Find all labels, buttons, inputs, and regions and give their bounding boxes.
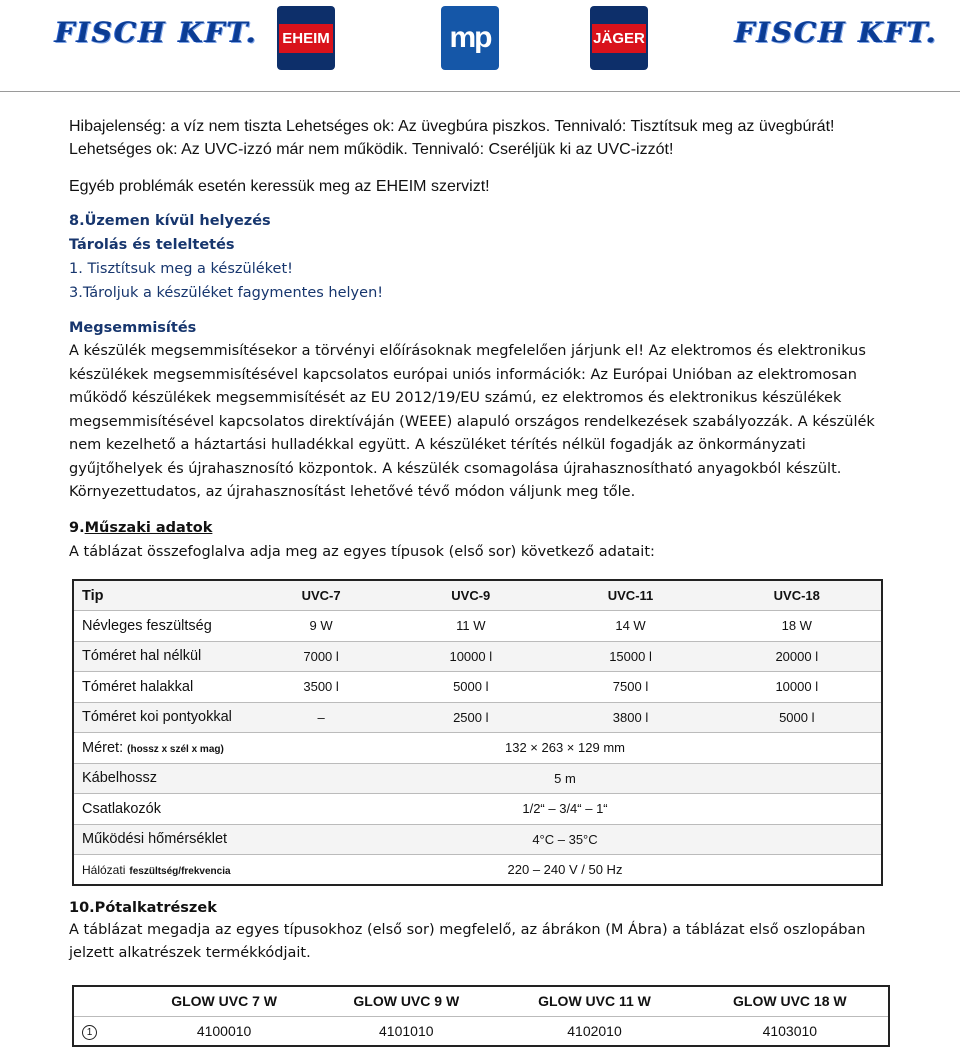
- section-8-subtitle: Tárolás és teleltetés: [69, 237, 235, 253]
- specs-cell: 7500 l: [548, 672, 712, 703]
- circled-number-icon: 1: [82, 1025, 97, 1040]
- parts-cell: 4103010: [692, 1016, 889, 1046]
- jager-logo: [590, 6, 648, 70]
- section-10-title: 10.Pótalkatrészek: [69, 900, 217, 916]
- specs-cell: 18 W: [713, 611, 882, 642]
- specs-cell: 9 W: [249, 611, 393, 642]
- parts-header-cell: GLOW UVC 11 W: [497, 986, 691, 1016]
- parts-header-cell: GLOW UVC 9 W: [315, 986, 497, 1016]
- specs-row-label: Tóméret halakkal: [73, 672, 249, 703]
- specs-label-main: Hálózati: [82, 862, 126, 877]
- table-row: [73, 672, 882, 703]
- specs-merged-cell: 220 – 240 V / 50 Hz: [249, 855, 882, 886]
- parts-cell: 4100010: [133, 1016, 315, 1046]
- trouble-line-3: Egyéb problémák esetén keressük meg az EHEIM szervizt!: [69, 178, 490, 195]
- table-row: [73, 855, 882, 886]
- specs-cell: 14 W: [548, 611, 712, 642]
- table-row: [73, 641, 882, 672]
- specs-cell: –: [249, 702, 393, 733]
- specs-header-cell: Tip: [73, 580, 249, 611]
- jager-logo-text: JÄGER: [592, 24, 646, 53]
- specs-merged-cell: 5 m: [249, 763, 882, 794]
- specs-cell: 7000 l: [249, 641, 393, 672]
- specs-header-cell: UVC-11: [548, 580, 712, 611]
- parts-header-cell: GLOW UVC 18 W: [692, 986, 889, 1016]
- specs-label-main: Csatlakozók: [82, 800, 161, 817]
- specs-row-label: [73, 763, 249, 794]
- trouble-line-2: Lehetséges ok: Az UVC-izzó már nem működik. Tennivaló: Cseréljük ki az UVC-izzót!: [69, 141, 674, 158]
- section-9-heading: [69, 518, 212, 538]
- specs-row-label: [73, 794, 249, 825]
- specs-row-label: Névleges feszültség: [73, 611, 249, 642]
- mp-logo: mp: [441, 6, 499, 70]
- specs-label-main: Kábelhossz: [82, 770, 157, 787]
- specs-cell: 3500 l: [249, 672, 393, 703]
- specs-cell: 15000 l: [548, 641, 712, 672]
- eheim-logo-text: EHEIM: [279, 24, 333, 53]
- specs-header-cell: UVC-9: [393, 580, 548, 611]
- specs-label-small: (hossz x szél x mag): [127, 743, 224, 755]
- specs-cell: 20000 l: [713, 641, 882, 672]
- table-row: [73, 763, 882, 794]
- table-row: [73, 824, 882, 855]
- parts-header-row: [73, 986, 889, 1016]
- parts-table: [72, 985, 890, 1047]
- section-8-item-2: 3.Tároljuk a készüléket fagymentes helyen!: [69, 285, 384, 301]
- section-8-item-1: 1. Tisztítsuk meg a készüléket!: [69, 261, 293, 277]
- table-row: [73, 794, 882, 825]
- fisch-kft-logo-left: FISCH KFT.: [55, 16, 258, 49]
- trouble-line-1: Hibajelenség: a víz nem tiszta Lehetséges ok: Az üvegbúra piszkos. Tennivaló: Tisztítsuk meg az üvegbúrát!: [69, 118, 835, 135]
- specs-row-label: [73, 824, 249, 855]
- specs-header-cell: UVC-7: [249, 580, 393, 611]
- specs-cell: 11 W: [393, 611, 548, 642]
- specs-header-row: [73, 580, 882, 611]
- section-8-title: 8.Üzemen kívül helyezés: [69, 213, 271, 229]
- specs-merged-cell: 4°C – 35°C: [249, 824, 882, 855]
- section-9-title: Műszaki adatok: [84, 520, 213, 536]
- parts-header-cell: GLOW UVC 7 W: [133, 986, 315, 1016]
- parts-header-empty: [73, 986, 133, 1016]
- specs-label-main: Méret:: [82, 739, 124, 756]
- specs-cell: 5000 l: [393, 672, 548, 703]
- section-9-text: A táblázat összefoglalva adja meg az egyes típusok (első sor) következő adatait:: [69, 544, 655, 560]
- fisch-kft-logo-right: FISCH KFT.: [735, 16, 938, 49]
- specs-row-label: [73, 855, 249, 886]
- specs-table: [72, 579, 883, 886]
- section-9-number: 9.: [69, 520, 85, 536]
- logo-header: [0, 0, 960, 92]
- table-row: [73, 702, 882, 733]
- specs-cell: 2500 l: [393, 702, 548, 733]
- table-row: [73, 1016, 889, 1046]
- parts-cell: 4102010: [497, 1016, 691, 1046]
- specs-row-label: Tóméret koi pontyokkal: [73, 702, 249, 733]
- table-row: [73, 733, 882, 764]
- specs-row-label: [73, 733, 249, 764]
- eheim-logo: [277, 6, 335, 70]
- specs-cell: 5000 l: [713, 702, 882, 733]
- section-10-text: A táblázat megadja az egyes típusokhoz (első sor) megfelelő, az ábrákon (M Ábra) a táblázat első oszlopában jelzett alkatrészek termékkódjait.: [69, 922, 866, 961]
- specs-header-cell: UVC-18: [713, 580, 882, 611]
- specs-cell: 10000 l: [393, 641, 548, 672]
- specs-label-small: feszültség/frekvencia: [129, 865, 231, 877]
- table-row: [73, 611, 882, 642]
- parts-cell: 4101010: [315, 1016, 497, 1046]
- specs-merged-cell: 132 × 263 × 129 mm: [249, 733, 882, 764]
- specs-label-main: Működési hőmérséklet: [82, 831, 228, 848]
- disposal-paragraph: A készülék megsemmisítésekor a törvényi előírásoknak megfelelően járjunk el! Az elektromos és elektronikus készülékek megsemmisítésével kapcsolatos európai uniós információk: Az Európai Unióban az elektromosan működő készülékek megsemmisítését az EU 2012/19/EU számú, ez elektromos és elektronikus készülékek megsemmisítésével kapcsolatos direktíváján (WEEE) alapuló országos rendelkezések szabályozzák. A készülék nem kezelhető a háztartási hulladékkal együtt. A készüléket térítés nélkül fogadják az önkormányzati gyűjtőhelyek és újrahasznosító központok. A készülék csomagolása újrahasznosítható anyagokból készült. Környezettudatos, az újrahasznosítást lehetővé tévő módon váljunk meg tőle.: [69, 343, 875, 500]
- disposal-title: Megsemmisítés: [69, 320, 197, 336]
- specs-cell: 3800 l: [548, 702, 712, 733]
- specs-cell: 10000 l: [713, 672, 882, 703]
- part-marker: [73, 1016, 133, 1046]
- specs-row-label: Tóméret hal nélkül: [73, 641, 249, 672]
- specs-merged-cell: 1/2“ – 3/4“ – 1“: [249, 794, 882, 825]
